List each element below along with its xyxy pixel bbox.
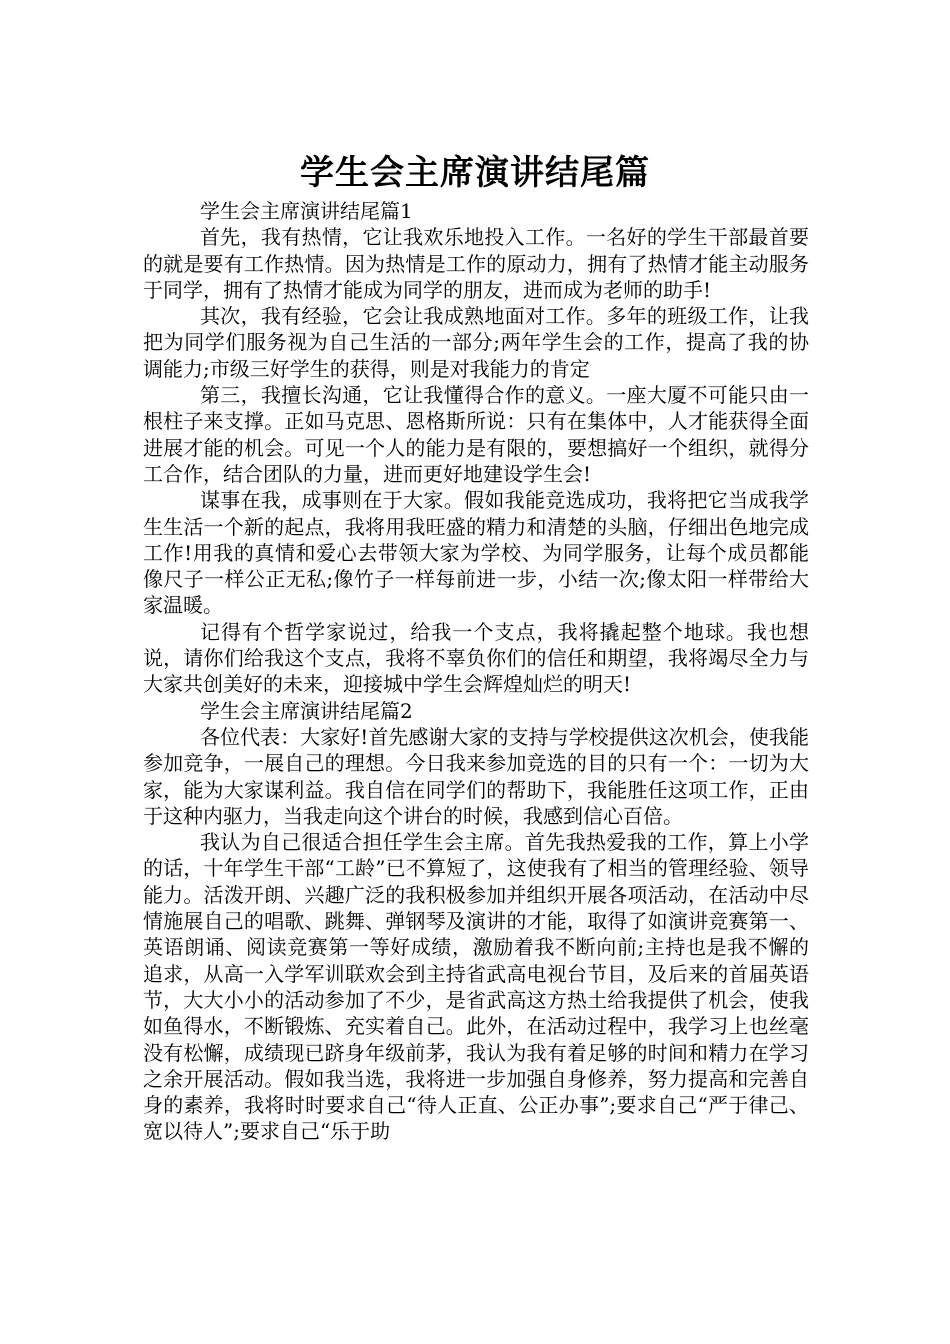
paragraph: 谋事在我，成事则在于大家。假如我能竞选成功，我将把它当成我学生生活一个新的起点，我将用我旺盛的精力和清楚的头脑，仔细出色地完成工作!用我的真情和爱心去带领大家为学校、为同学服务，让每个成员都能像尺子一样公正无私;像竹子一样每前进一步，小结一次;像太阳一样带给大家温暖。 (143, 488, 809, 618)
paragraph: 记得有个哲学家说过，给我一个支点，我将撬起整个地球。我也想说，请你们给我这个支点，我将不辜负你们的信任和期望，我将竭尽全力与大家共创美好的未来，迎接城中学生会辉煌灿烂的明天! (143, 619, 809, 697)
section-heading: 学生会主席演讲结尾篇1 (200, 199, 413, 223)
paragraph: 其次，我有经验，它会让我成熟地面对工作。多年的班级工作，让我把为同学们服务视为自己生活的一部分;两年学生会的工作，提高了我的协调能力;市级三好学生的获得，则是对我能力的肯定 (143, 304, 809, 381)
section-heading: 学生会主席演讲结尾篇2 (200, 698, 413, 723)
paragraph: 我认为自己很适合担任学生会主席。首先我热爱我的工作，算上小学的话，十年学生干部“工龄”已不算短了，这使我有了相当的管理经验、领导能力。活泼开朗、兴趣广泛的我积极参加并组织开展各项活动，在活动中尽情施展自己的唱歌、跳舞、弹钢琴及演讲的才能，取得了如演讲竞赛第一、英语朗诵、阅读竞赛第一等好成绩，激励着我不断向前;主持也是我不懈的追求，从高一入学军训联欢会到主持省武高电视台节目，及后来的首届英语节，大大小小的活动参加了不少，是省武高这方热土给我提供了机会，使我如鱼得水，不断锻炼、充实着自己。此外，在活动过程中，我学习上也丝毫没有松懈，成绩现已跻身年级前茅，我认为我有着足够的时间和精力在学习之余开展活动。假如我当选，我将进一步加强自身修养，努力提高和完善自身的素养，我将时时要求自己“待人正直、公正办事”;要求自己“严于律己、宽以待人”;要求自己“乐于助 (143, 830, 809, 1144)
document-body (143, 198, 809, 1145)
paragraph: 第三，我擅长沟通，它让我懂得合作的意义。一座大厦不可能只由一根柱子来支撑。正如马克思、恩格斯所说：只有在集体中，人才能获得全面进展才能的机会。可见一个人的能力是有限的，要想搞好一个组织，就得分工合作，结合团队的力量，进而更好地建设学生会! (143, 383, 809, 486)
paragraph: 首先，我有热情，它让我欢乐地投入工作。一名好的学生干部最首要的就是要有工作热情。因为热情是工作的原动力，拥有了热情才能主动服务于同学，拥有了热情才能成为同学的朋友，进而成为老师的助手! (143, 225, 809, 302)
paragraph: 各位代表：大家好!首先感谢大家的支持与学校提供这次机会，使我能参加竞争，一展自己的理想。今日我来参加竞选的目的只有一个：一切为大家，能为大家谋利益。我自信在同学们的帮助下，我能胜任这项工作，正由于这种内驱力，当我走向这个讲台的时候，我感到信心百倍。 (143, 724, 809, 828)
page-title: 学生会主席演讲结尾篇 (300, 152, 650, 193)
